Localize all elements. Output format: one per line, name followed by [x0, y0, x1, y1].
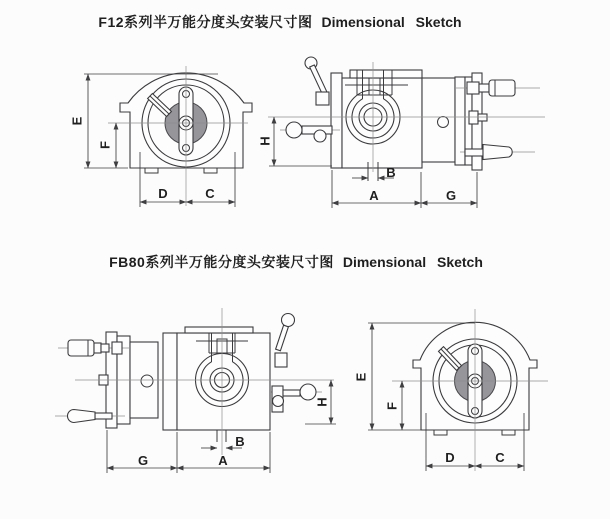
dim-label-b: B — [235, 434, 245, 449]
dim-label-d: D — [445, 450, 455, 465]
base-foot — [502, 430, 515, 435]
dim-label-h: H — [257, 136, 273, 146]
top-crank-handle — [58, 340, 130, 356]
base-foot — [145, 168, 158, 173]
dim-label-d: D — [158, 186, 168, 201]
fb80-title-chinese: FB80系列半万能分度头安装尺寸图 — [109, 254, 334, 270]
fb80-side-view — [50, 305, 345, 480]
top-crank-handle — [455, 80, 540, 96]
dim-a-g — [332, 170, 477, 208]
lever-ball — [282, 314, 295, 327]
dim-label-e: E — [69, 116, 85, 126]
f12-title-chinese: F12系列半万能分度头安装尺寸图 — [98, 14, 313, 30]
dim-b — [201, 430, 245, 449]
f12-side-view — [255, 55, 555, 220]
f12-front-view — [60, 55, 260, 215]
dim-label-g: G — [445, 188, 457, 203]
dim-f — [98, 123, 117, 168]
dim-label-b: B — [386, 165, 396, 180]
clamp-lever — [275, 314, 295, 368]
dim-label-f: F — [384, 402, 400, 410]
dim-label-h: H — [314, 397, 330, 407]
left-plate — [331, 73, 342, 168]
fb80-title-english: Dimensional Sketch — [342, 254, 483, 270]
clamp-lever — [305, 57, 329, 105]
fb80-section-title — [0, 252, 592, 272]
f12-section-title — [0, 12, 560, 32]
base-foot — [434, 430, 447, 435]
dim-f — [385, 381, 403, 430]
raised-strip — [350, 70, 422, 78]
fb80-front-view — [350, 305, 565, 480]
dim-label-a: A — [218, 453, 228, 468]
raised-strip — [185, 327, 253, 333]
dim-label-c: C — [205, 186, 215, 201]
f12-title-english: Dimensional Sketch — [321, 14, 462, 30]
dim-label-a: A — [369, 188, 379, 203]
dim-label-c: C — [495, 450, 505, 465]
dim-g-a — [107, 430, 270, 473]
dim-label-f: F — [97, 141, 113, 149]
dim-label-g: G — [137, 453, 149, 468]
base-foot — [204, 168, 217, 173]
dim-label-e: E — [353, 372, 369, 382]
